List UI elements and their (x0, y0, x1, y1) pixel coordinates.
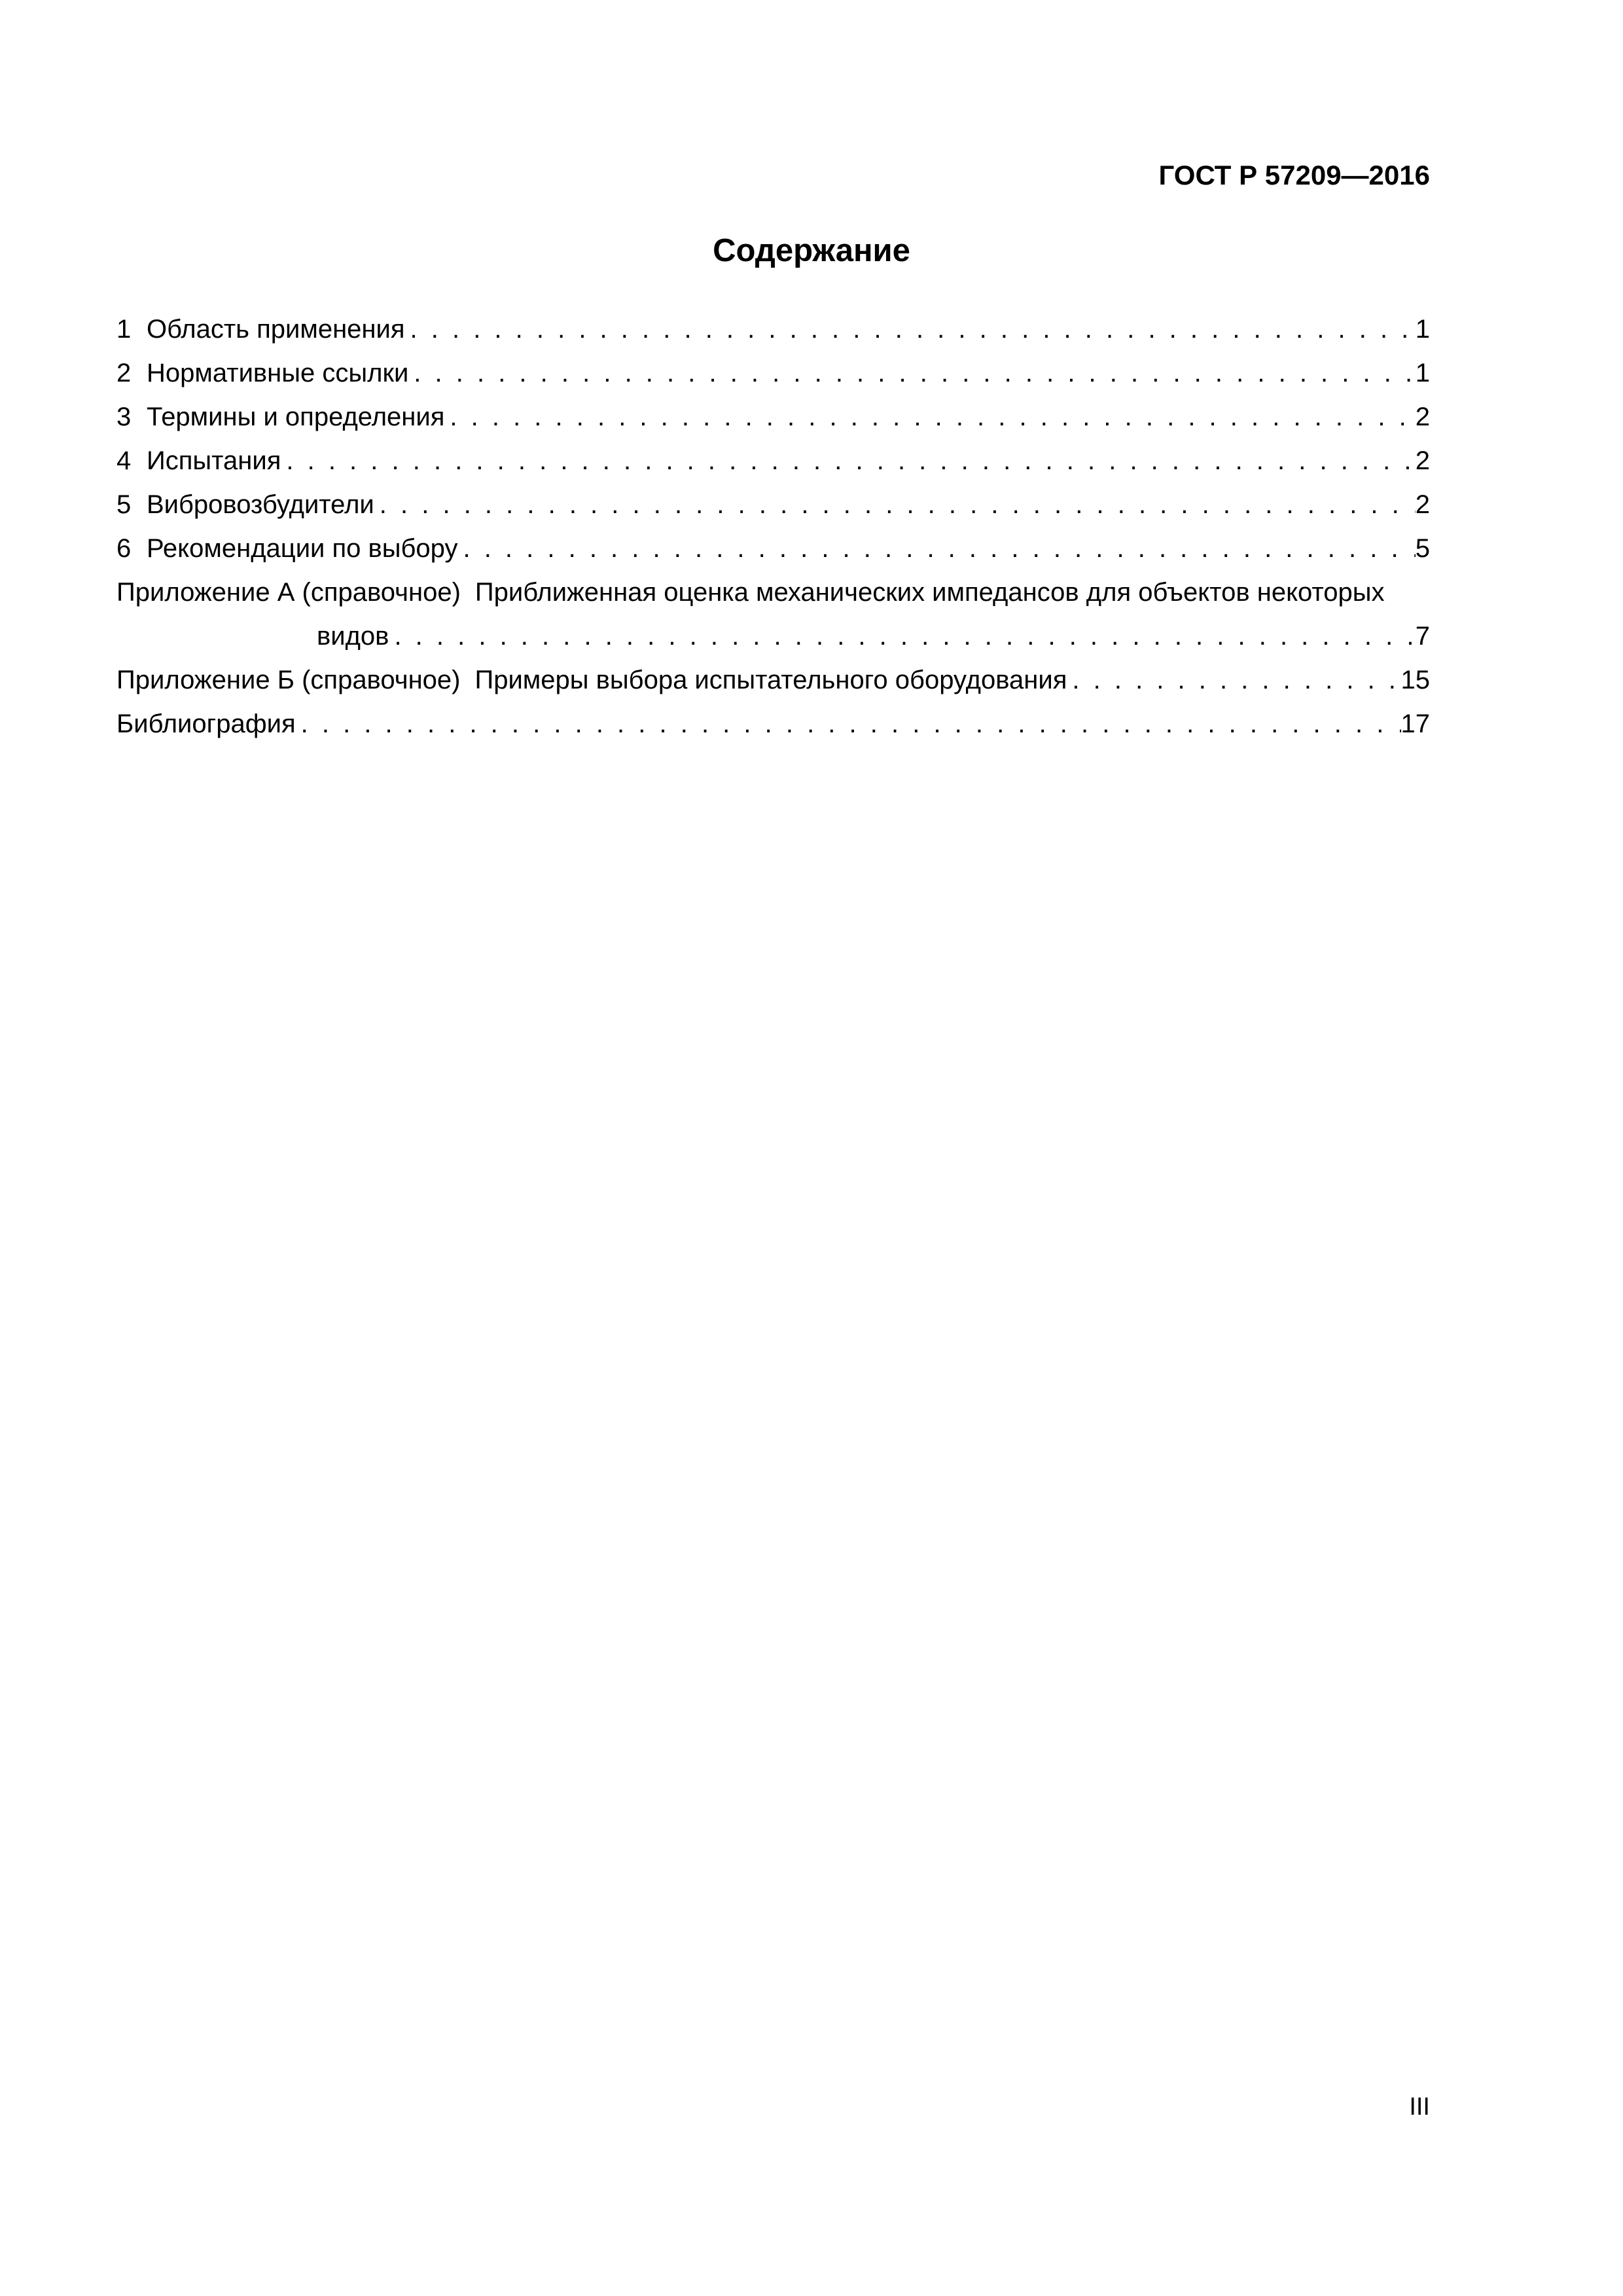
standard-code: ГОСТ Р 57209—2016 (1158, 160, 1430, 190)
dot-leader (296, 702, 1401, 746)
toc-item-number: 3 (116, 403, 132, 431)
toc-item-page: 7 (1415, 622, 1430, 651)
page-title: Содержание (713, 233, 910, 268)
dot-leader (374, 483, 1416, 527)
toc-item-page: 15 (1400, 666, 1430, 694)
appendix-b-title: Примеры выбора испытательного оборудования (474, 666, 1067, 694)
page-number: III (1409, 2093, 1430, 2121)
dot-leader (281, 439, 1415, 483)
toc-item-number: 6 (116, 534, 132, 563)
toc-item-appendix-a[interactable] (116, 571, 1430, 658)
toc-item-page: 17 (1400, 709, 1430, 738)
toc-item-label: Рекомендации по выбору (147, 534, 458, 563)
toc-item-scope[interactable] (116, 308, 1430, 351)
toc-item-label: Библиография (116, 709, 296, 738)
dot-leader (444, 395, 1415, 439)
toc-item-page: 2 (1415, 403, 1430, 431)
toc-item-label: Термины и определения (147, 403, 445, 431)
appendix-a-first-line (116, 571, 1430, 615)
appendix-b-prefix: Приложение Б (справочное) (116, 666, 461, 694)
toc-item-terms[interactable] (116, 395, 1430, 439)
toc-item-label: Вибровозбудители (147, 490, 374, 519)
toc-item-page: 2 (1415, 446, 1430, 475)
toc-item-selection-recommendations[interactable] (116, 527, 1430, 571)
toc-item-number: 4 (116, 446, 132, 475)
appendix-a-prefix: Приложение А (справочное) (116, 578, 461, 607)
dot-leader (408, 351, 1415, 395)
toc-item-page: 1 (1415, 315, 1430, 344)
toc-item-vibration-exciters[interactable] (116, 483, 1430, 527)
toc-item-bibliography[interactable] (116, 702, 1430, 746)
toc-item-label: Область применения (147, 315, 405, 344)
appendix-a-title-line1: Приближенная оценка механических импедансов для объектов некоторых (474, 578, 1385, 607)
toc-item-number: 5 (116, 490, 132, 519)
toc-item-page: 5 (1415, 534, 1430, 563)
toc-item-tests[interactable] (116, 439, 1430, 483)
toc-item-page: 1 (1415, 359, 1430, 387)
dot-leader (457, 527, 1415, 571)
toc-item-number: 2 (116, 359, 132, 387)
appendix-a-title-line2: видов (317, 622, 389, 651)
appendix-a-second-line (116, 615, 1430, 658)
toc-item-label: Испытания (147, 446, 281, 475)
toc-item-number: 1 (116, 315, 132, 344)
toc-item-label: Нормативные ссылки (147, 359, 409, 387)
dot-leader (405, 308, 1416, 351)
dot-leader (1067, 658, 1400, 702)
table-of-contents (116, 308, 1430, 746)
dot-leader (389, 615, 1415, 658)
toc-item-normative-references[interactable] (116, 351, 1430, 395)
toc-item-page: 2 (1415, 490, 1430, 519)
toc-item-appendix-b[interactable] (116, 658, 1430, 702)
